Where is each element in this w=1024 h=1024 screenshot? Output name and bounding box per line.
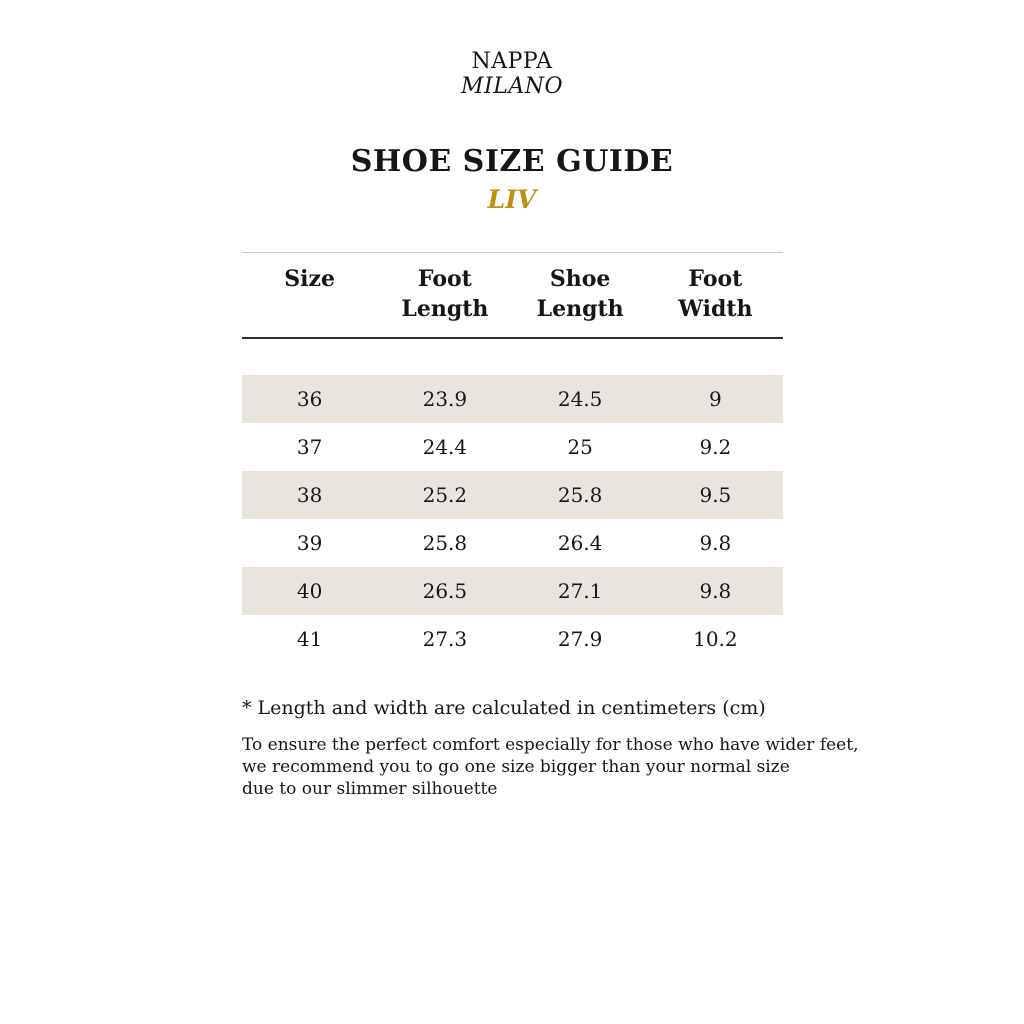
cell-foot-length: 26.5 [422, 579, 468, 603]
size-table [242, 252, 783, 663]
page-title: SHOE SIZE GUIDE [350, 144, 674, 179]
brand-name: NAPPA [471, 49, 553, 74]
table-header-row [242, 252, 783, 339]
cell-size: 41 [296, 627, 323, 651]
column-header-foot-width: Foot Width [678, 266, 753, 322]
note-line: due to our slimmer silhouette [242, 779, 498, 799]
table-row [242, 423, 783, 471]
cell-foot-width: 10.2 [693, 627, 738, 651]
cell-size: 36 [296, 387, 323, 411]
cell-shoe-length: 27.1 [557, 579, 603, 603]
cell-shoe-length: 25.8 [557, 483, 603, 507]
brand-city: MILANO [461, 74, 563, 99]
cell-foot-length: 23.9 [422, 387, 468, 411]
table-row [242, 375, 783, 423]
column-header-foot-length: Foot Length [401, 266, 489, 322]
cell-shoe-length: 25 [567, 435, 593, 459]
units-footnote: * Length and width are calculated in centimeters (cm) [242, 697, 766, 719]
note-line: To ensure the perfect comfort especially for those who have wider feet, [242, 735, 859, 755]
cell-size: 38 [296, 483, 323, 507]
column-header-size: Size [284, 266, 335, 292]
column-header-shoe-length: Shoe Length [536, 266, 624, 322]
cell-foot-length: 24.4 [422, 435, 468, 459]
fit-recommendation-note [242, 734, 1024, 800]
table-row [242, 615, 783, 663]
cell-foot-length: 25.8 [422, 531, 468, 555]
cell-foot-length: 25.2 [422, 483, 468, 507]
cell-shoe-length: 27.9 [557, 627, 603, 651]
brand-logo [0, 0, 1024, 99]
note-line: we recommend you to go one size bigger than your normal size [242, 757, 790, 777]
cell-foot-width: 9 [709, 387, 722, 411]
cell-foot-length: 27.3 [422, 627, 468, 651]
cell-size: 37 [296, 435, 323, 459]
cell-shoe-length: 26.4 [557, 531, 603, 555]
cell-foot-width: 9.2 [699, 435, 732, 459]
cell-size: 39 [296, 531, 323, 555]
table-body [242, 375, 783, 663]
model-name: LIV [487, 185, 537, 214]
cell-foot-width: 9.8 [699, 531, 732, 555]
table-row [242, 519, 783, 567]
table-row [242, 471, 783, 519]
table-row [242, 567, 783, 615]
cell-foot-width: 9.5 [699, 483, 732, 507]
cell-size: 40 [296, 579, 323, 603]
cell-shoe-length: 24.5 [557, 387, 603, 411]
cell-foot-width: 9.8 [699, 579, 732, 603]
